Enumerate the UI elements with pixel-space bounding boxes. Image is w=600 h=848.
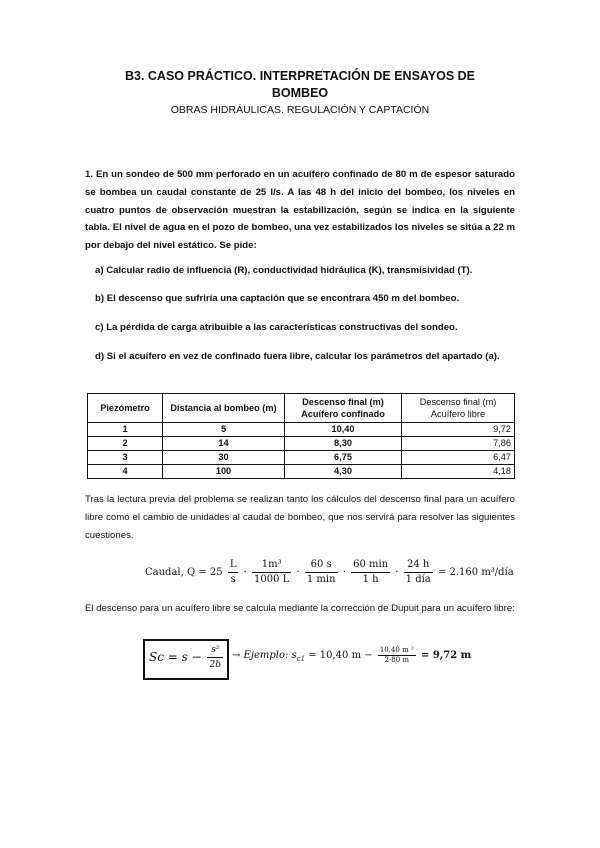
dupuit-example: → Ejemplo: $s_{c1} = 10,40$ m − $\frac{\text{10,40 m ²}}{2\cdot 80 m}$ = 9,72 m <box>232 646 472 664</box>
title-line-1: B3. CASO PRÁCTICO. INTERPRETACIÓN DE ENSAYOS DE <box>124 69 476 83</box>
cell: 7,86 <box>402 437 515 451</box>
cell: 5 <box>163 423 285 437</box>
cell: 4,30 <box>285 465 402 479</box>
header-piezometro: Piezómetro <box>88 394 163 423</box>
table-row <box>88 465 515 479</box>
cell: 100 <box>163 465 285 479</box>
data-table <box>87 393 515 479</box>
table-row <box>88 451 515 465</box>
cell: 6,75 <box>285 451 402 465</box>
header-distancia: Distancia al bombeo (m) <box>163 394 285 423</box>
cell: 6,47 <box>402 451 515 465</box>
cell: 3 <box>88 451 163 465</box>
header-descenso-confinado: Descenso final (m) Acuífero confinado <box>285 394 402 423</box>
subtitle: OBRAS HIDRÁULICAS. REGULACIÓN Y CAPTACIÓN <box>170 104 430 116</box>
question-a: a) Calcular radio de influencia (R), conductividad hidráulica (K), transmisividad (T). <box>95 265 473 276</box>
cell: 4,18 <box>402 465 515 479</box>
header-descenso-libre: Descenso final (m) Acuífero libre <box>402 394 515 423</box>
cell: 10,40 <box>285 423 402 437</box>
cell: 30 <box>163 451 285 465</box>
table-row <box>88 437 515 451</box>
cell: 1 <box>88 423 163 437</box>
caudal-equation: Caudal, Q = 25 $\frac{L}{s}$ · $\frac{\text{1m³}}{1000 L}$ · $\frac{60 s}{1 \min}$ · $\frac{60 \min}{1 h}$ · $\frac{24 h}{\text{1 día}}$ = 2.160 m³/día <box>145 559 514 585</box>
table-row <box>88 423 515 437</box>
problem-text: En un sondeo de 500 mm perforado en un acuífero confinado de 80 m de espesor saturado se bombea un caudal constante de 25 l/s. A las 48 h del inicio del bombeo, los niveles en cuatro puntos de observación muestran la estabilización, según se indica en la siguiente tabla. El nivel de agua en el pozo de bombeo, una vez estabilizados los niveles se sitúa a 22 m por debajo del nivel estático. Se pide: <box>85 169 515 252</box>
cell: 8,30 <box>285 437 402 451</box>
problem-number: 1. <box>85 169 94 180</box>
question-d: d) Si el acuífero en vez de confinado fuera libre, calcular los parámetros del apartado (a). <box>95 351 500 362</box>
question-b: b) El descenso que sufriría una captación que se encontrara 450 m del bombeo. <box>95 293 460 304</box>
title-line-2: BOMBEO <box>271 86 329 100</box>
paragraph-dupuit: El descenso para un acuífero libre se calcula mediante la corrección de Dupuit para un acuífero libre: <box>85 603 515 614</box>
dupuit-formula-box: Sc = s − $\frac{\text{s²}}{2b}$ <box>143 639 229 680</box>
paragraph-calculations: Tras la lectura previa del problema se realizan tanto los cálculos del descenso final para un acuífero libre como el cambio de unidades al caudal de bombeo, que nos servirá para resolver las siguientes cuestiones. <box>85 494 515 541</box>
cell: 14 <box>163 437 285 451</box>
problem-statement <box>85 166 515 255</box>
cell: 2 <box>88 437 163 451</box>
question-c: c) La pérdida de carga atribuible a las características constructivas del sondeo. <box>95 322 458 333</box>
table-header-row <box>88 394 515 423</box>
cell: 9,72 <box>402 423 515 437</box>
cell: 4 <box>88 465 163 479</box>
